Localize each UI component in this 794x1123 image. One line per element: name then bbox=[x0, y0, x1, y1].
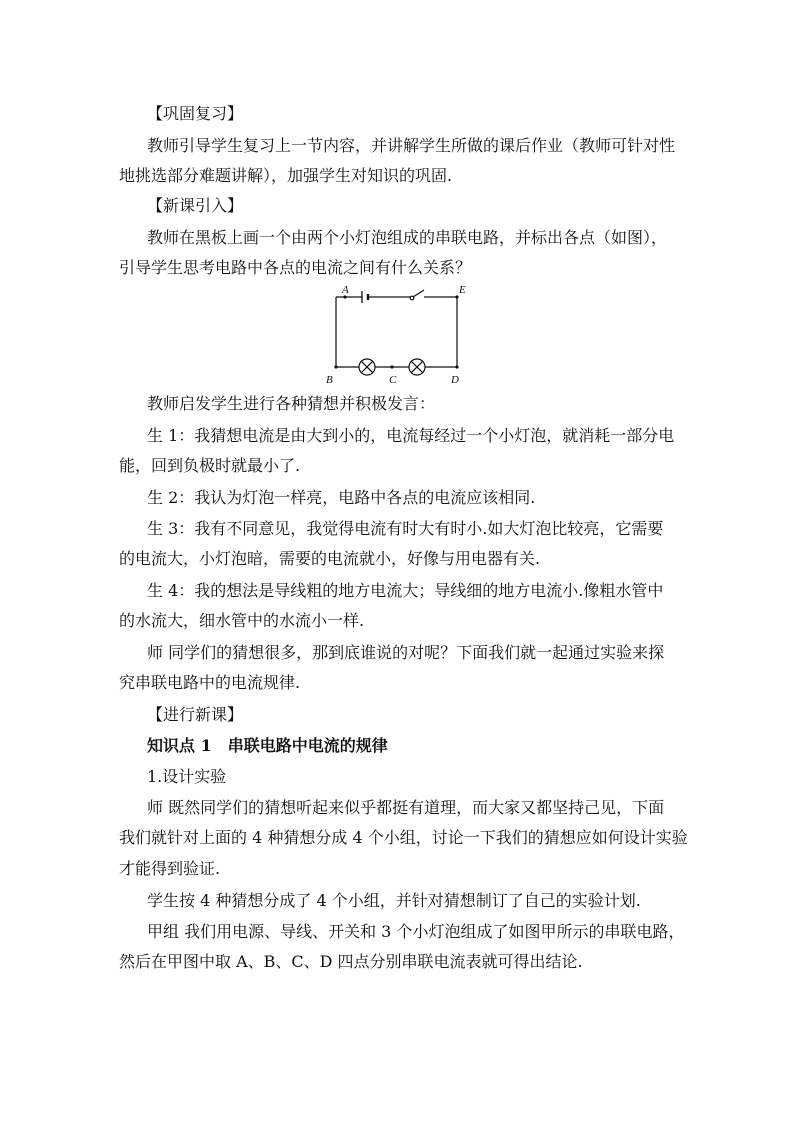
node-a-label: A bbox=[342, 284, 349, 296]
student-4-line: 生 4：我的想法是导线粗的地方电流大；导线细的地方电流小.像粗水管中 bbox=[147, 581, 664, 600]
node-c-label: C bbox=[389, 374, 397, 386]
node-c-dot bbox=[390, 365, 393, 368]
lamp-2-icon bbox=[409, 359, 425, 375]
knowledge-point-title: 知识点 1 串联电路中电流的规律 bbox=[147, 736, 388, 755]
review-paragraph-line: 地挑选部分难题讲解），加强学生对知识的巩固. bbox=[119, 166, 453, 185]
new-lesson-heading: 【进行新课】 bbox=[147, 705, 244, 724]
group-plan-line: 学生按 4 种猜想分成了 4 个小组，并针对猜想制订了自己的实验计划. bbox=[147, 891, 641, 910]
intro-paragraph-line: 教师在黑板上画一个由两个小灯泡组成的串联电路，并标出各点（如图）， bbox=[147, 228, 668, 247]
intro-heading: 【新课引入】 bbox=[147, 196, 244, 215]
teacher-line: 才能得到验证. bbox=[119, 859, 221, 878]
teacher-line: 师 同学们的猜想很多，那到底谁说的对呢？下面我们就一起通过实验来探 bbox=[147, 643, 665, 662]
review-paragraph-line: 教师引导学生复习上一节内容，并讲解学生所做的课后作业（教师可针对性 bbox=[147, 136, 676, 155]
node-d-label: D bbox=[451, 374, 459, 386]
group-jia-line: 然后在甲图中取 A、B、C、D 四点分别串联电流表就可得出结论. bbox=[119, 952, 583, 971]
student-3-line: 生 3：我有不同意见，我觉得电流有时大有时小.如大灯泡比较亮，它需要 bbox=[147, 519, 664, 538]
lamp-1-icon bbox=[359, 359, 375, 375]
intro-paragraph-line: 引导学生思考电路中各点的电流之间有什么关系？ bbox=[119, 258, 472, 277]
node-e-label: E bbox=[459, 284, 466, 296]
step-design-experiment: 1.设计实验 bbox=[147, 767, 227, 786]
switch-lever bbox=[413, 290, 424, 297]
student-4-line: 的水流大，细水管中的水流小一样. bbox=[119, 611, 365, 630]
student-1-line: 生 1：我猜想电流是由大到小的，电流每经过一个小灯泡，就消耗一部分电 bbox=[147, 426, 675, 445]
node-b-dot bbox=[334, 365, 337, 368]
student-2-line: 生 2：我认为灯泡一样亮，电路中各点的电流应该相同. bbox=[147, 488, 536, 507]
group-jia-line: 甲组 我们用电源、导线、开关和 3 个小灯泡组成了如图甲所示的串联电路， bbox=[147, 922, 685, 941]
student-3-line: 的电流大，小灯泡暗，需要的电流就小，好像与用电器有关. bbox=[119, 549, 541, 568]
teacher-line: 师 既然同学们的猜想听起来似乎都挺有道理，而大家又都坚持己见，下面 bbox=[147, 798, 665, 817]
discussion-lead: 教师启发学生进行各种猜想并积极发言： bbox=[147, 394, 436, 413]
review-heading: 【巩固复习】 bbox=[147, 104, 244, 123]
student-1-line: 能，回到负极时就最小了. bbox=[119, 456, 301, 475]
teacher-line: 我们就针对上面的 4 种猜想分成 4 个小组，讨论一下我们的猜想应如何设计实验 bbox=[119, 828, 688, 847]
series-circuit-diagram bbox=[318, 281, 478, 387]
teacher-line: 究串联电路中的电流规律. bbox=[119, 673, 301, 692]
node-d-dot bbox=[455, 365, 458, 368]
node-b-label: B bbox=[326, 374, 333, 386]
